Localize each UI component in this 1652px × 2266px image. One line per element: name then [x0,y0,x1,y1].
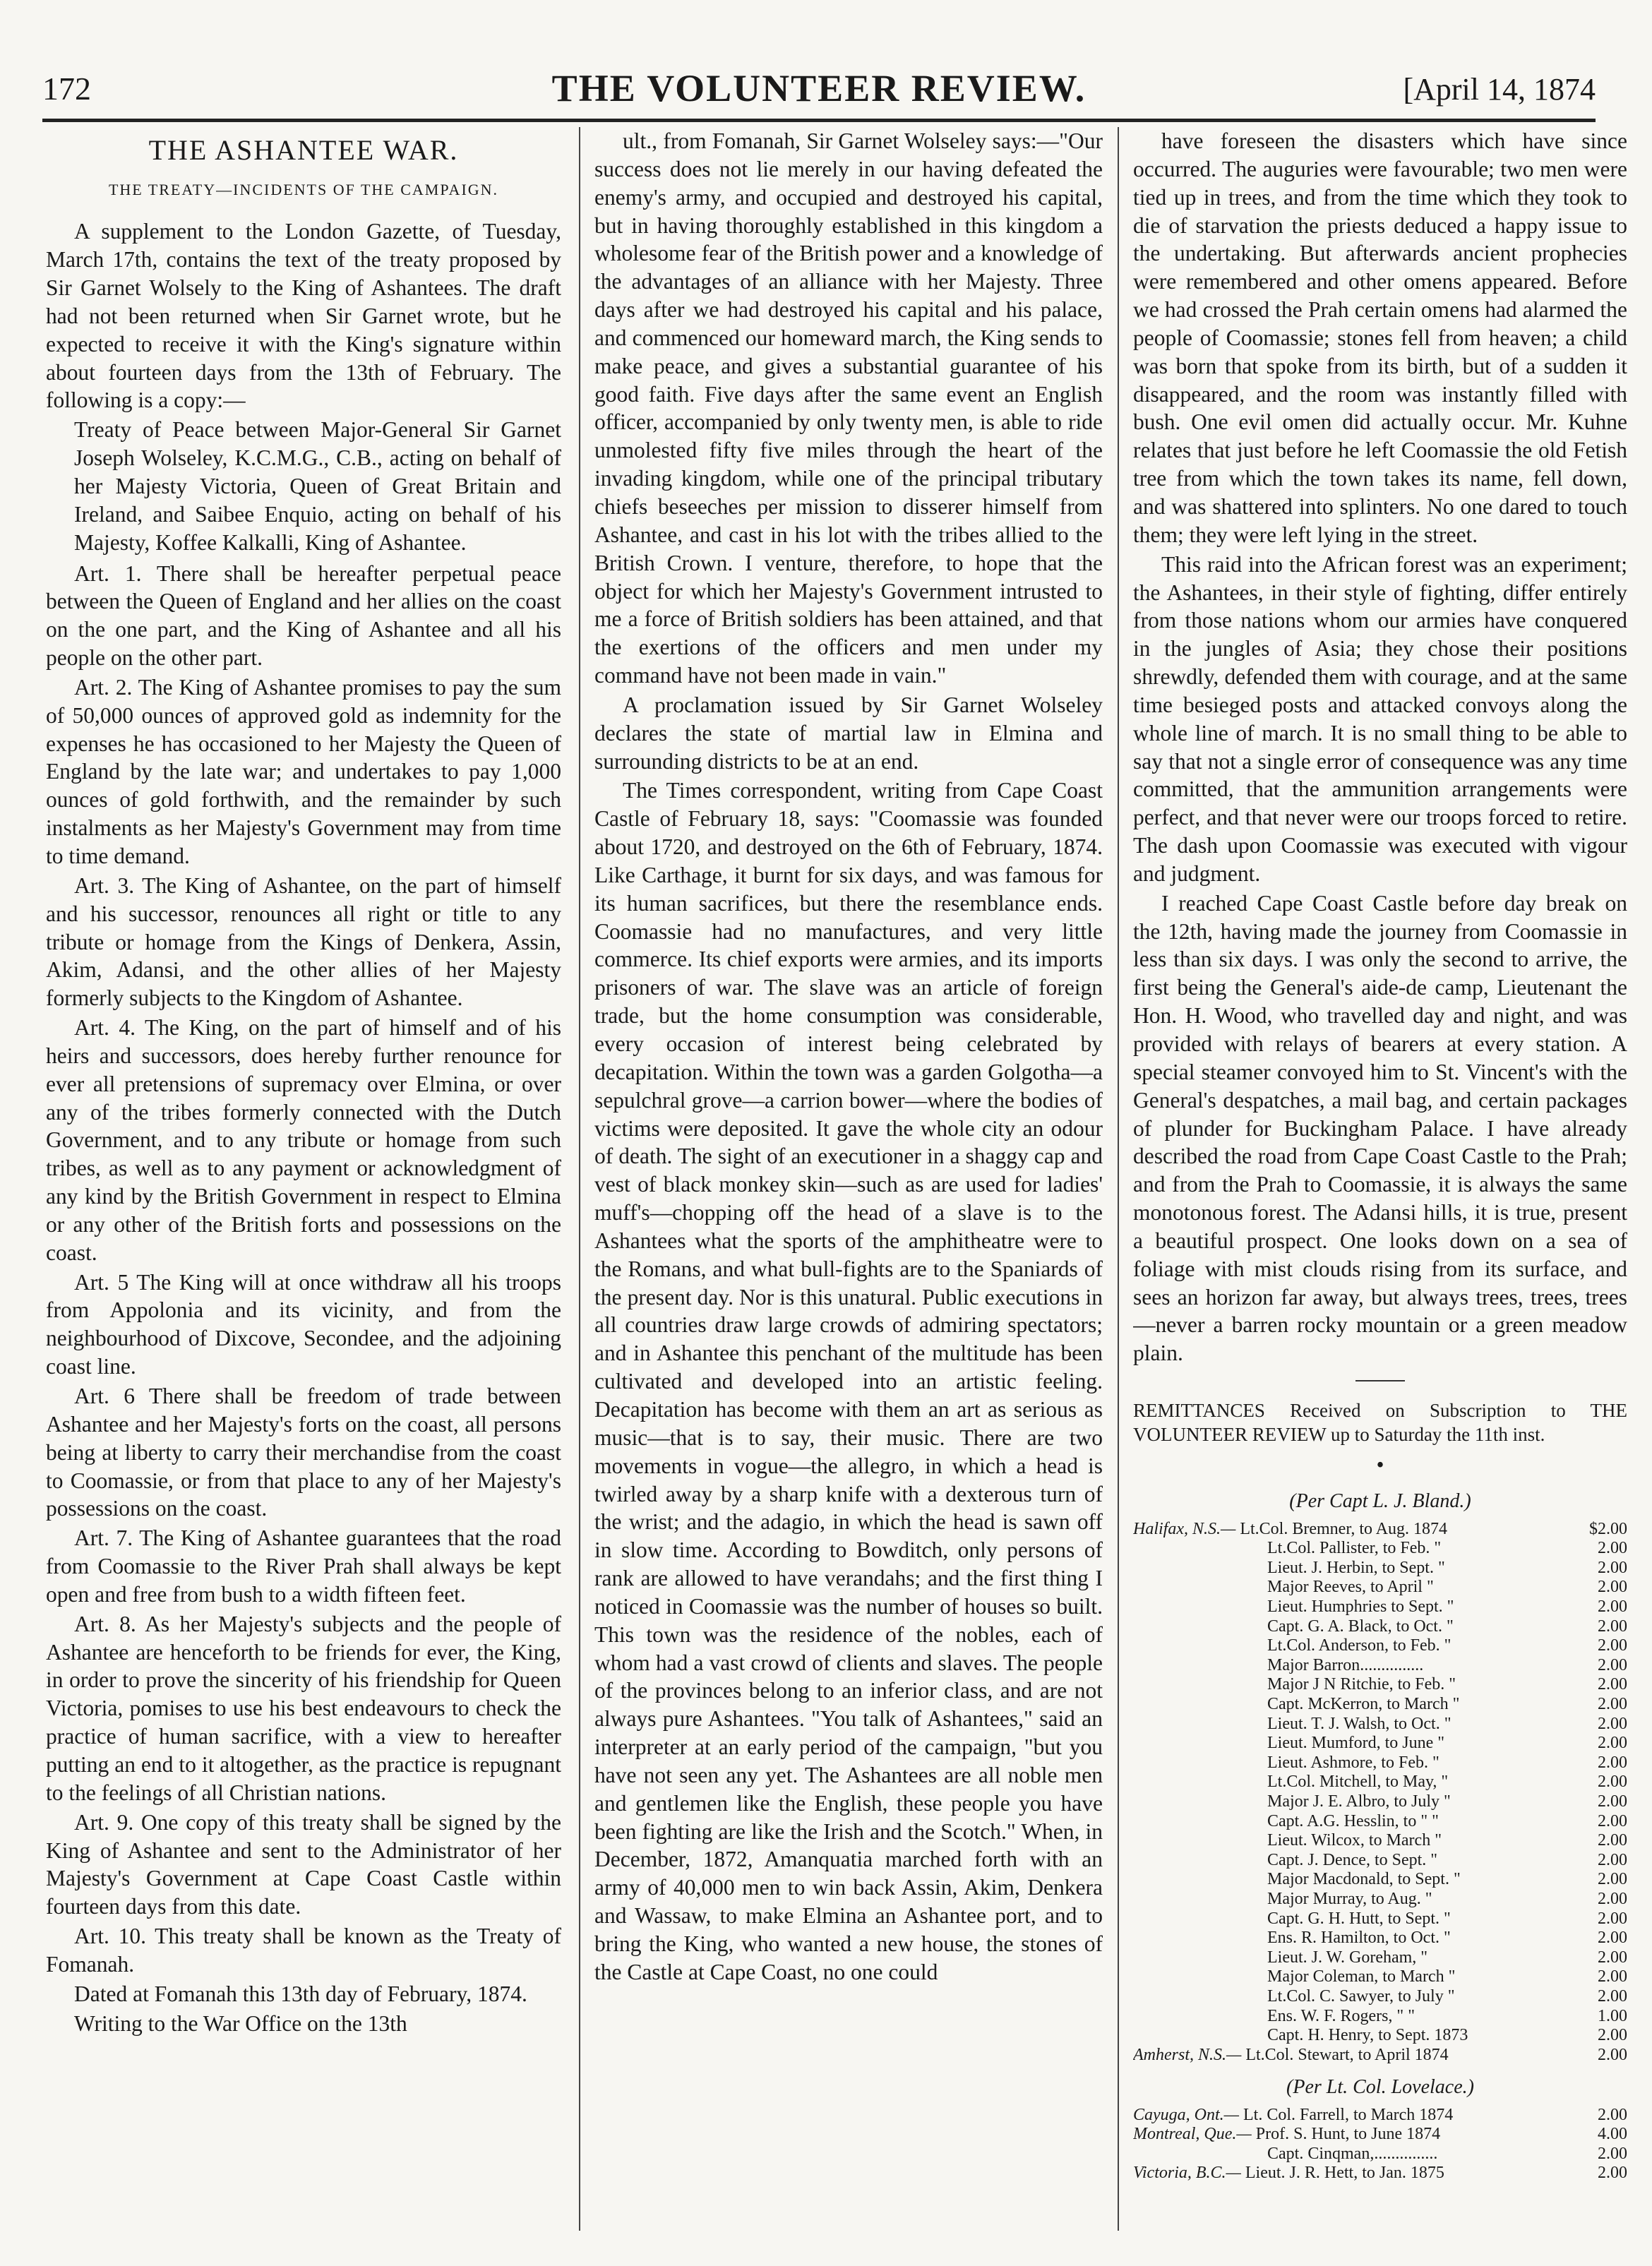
paragraph: Art. 7. The King of Ashantee guarantees that the road from Coomassie to the River Prah shall always be kept open and free from bush to a width fifteen feet. [46,1525,561,1607]
remittance-name: Lieut. T. J. Walsh, to Oct. " [1267,1714,1452,1733]
remittance-amount: 2.00 [1598,2164,1627,2183]
remittance-amount: 2.00 [1598,1753,1627,1772]
remittance-row [1133,1734,1627,1754]
remittances-list [1133,1489,1627,2183]
remittance-row [1133,1578,1627,1597]
remittance-name: Major J. E. Albro, to July " [1267,1792,1451,1811]
remittance-amount: 2.00 [1598,1811,1627,1830]
publication-title: THE VOLUNTEER REVIEW. [551,67,1087,109]
paragraph: Art. 9. One copy of this treaty shall be signed by the King of Ashantee and sent to the Administrator of her Majesty's Government at Cape Coast Castle within fourteen days from this date. [46,1809,561,1919]
remittance-amount: 2.00 [1598,1929,1627,1948]
remittance-name: Lieut. J. W. Goreham, " [1267,1948,1428,1967]
remittance-amount: 2.00 [1598,1773,1627,1792]
remittance-row [1133,1636,1627,1656]
remittance-name: Capt. Cinqman,............... [1267,2144,1438,2163]
remittances-heading: REMITTANCES Received on Subscription to THE VOLUNTEER REVIEW up to Saturday the 11th inst. [1133,1400,1627,1446]
paragraph: have foreseen the disasters which have since occurred. The auguries were favourable; two men were tied up in trees, and from the time which they took to die of starvation the priests deduced a happy issue to the undertaking. But afterwards ancient prophecies were remembered and other omens appeared. Before we had crossed the Prah certain omens had alarmed the people of Coomassie; stones fell from heaven; a child was born that spoke from its birth, but of a sudden it disappeared, and the room was instantly filled with bush. One evil omen did actually occur. Mr. Kuhne relates that just before he left Coomassie the old Fetish tree from which the town takes its name, fell down, and was shattered into splinters. No one dared to touch them; they were left lying in the street. [1133,128,1627,547]
remittance-amount: 2.00 [1598,1870,1627,1889]
remittance-amount: 2.00 [1598,2045,1627,2064]
masthead [42,55,1596,122]
remittance-place: Cayuga, Ont.— [1133,2105,1239,2124]
remittance-name: Lt.Col. C. Sawyer, to July " [1267,1986,1455,2006]
paragraph: I reached Cape Coast Castle before day break on the 12th, having made the journey from Coomassie in less than six days. I was only the second to arrive, the first being the General's aide-de camp, Lieutenant the Hon. H. Wood, who travelled day and night, and was provided with relays of bearers at every station. A special steamer convoyed him to St. Vincent's with the General's despatches, a mail bag, and certain packages of plunder for Buckingham Palace. I have already described the road from Cape Coast Castle to the Prah; and from the Prah to Coomassie, it is always the same monotonous forest. The Adansi hills, it is true, present a beautiful prospect. One looks down on a sea of foliage with mist clouds rising from its surface, and sees an horizon far away, but always trees, trees, trees—never a barren rocky mountain or a green meadow plain. [1133,890,1627,1366]
article-title: THE ASHANTEE WAR. [148,134,459,166]
section-divider [1355,1380,1405,1381]
remittance-amount: 2.00 [1598,1889,1627,1908]
paragraph: A proclamation issued by Sir Garnet Wolseley declares the state of martial law in Elmina and surrounding districts to be at an end. [594,692,1103,774]
remittance-place: Montreal, Que.— [1133,2125,1252,2144]
paragraph: Treaty of Peace between Major-General Sir Garnet Joseph Wolseley, K.C.M.G., C.B., acting on behalf of her Majesty Victoria, Queen of Great Britain and Ireland, and Saibee Enquio, acting on behalf of his Majesty, Koffee Kalkalli, King of Ashantee. [74,417,561,555]
remittance-name: Lieut. Mumford, to June " [1267,1734,1445,1753]
remittance-row [1133,1656,1627,1676]
remittance-row [1133,1597,1627,1617]
remittance-row [1133,1948,1627,1968]
paragraph: A supplement to the London Gazette, of Tuesday, March 17th, contains the text of the treaty proposed by Sir Garnet Wolsely to the King of Ashantees. The draft had not been returned when Sir Garnet wrote, but he expected to receive it with the King's signature within about fourteen days from the 13th of February. The following is a copy:— [46,219,561,413]
remittance-name: Ens. R. Hamilton, to Oct. " [1267,1929,1451,1948]
remittance-row [1133,2164,1627,2183]
column-3 [1133,127,1627,2238]
remittance-amount: 2.00 [1598,1597,1627,1617]
remittance-amount: 4.00 [1598,2125,1627,2144]
remittance-name: Major Coleman, to March " [1267,1967,1456,1986]
remittance-row [1133,2125,1627,2145]
remittance-amount: 2.00 [1598,1850,1627,1869]
remittance-amount: 2.00 [1598,1578,1627,1597]
remittance-name: Capt. A.G. Hesslin, to " " [1267,1811,1439,1830]
remittance-amount: 2.00 [1598,1986,1627,2006]
remittance-place: Amherst, N.S.— [1133,2045,1242,2064]
remittance-name: Major Macdonald, to Sept. " [1267,1870,1461,1889]
remittance-amount: 1.00 [1598,2006,1627,2025]
remittance-row [1133,1773,1627,1792]
paragraph: Art. 4. The King, on the part of himself and of his heirs and successors, does hereby further renounce for ever all pretensions of supremacy over Elmina, or over any of the tribes formerly connected with the Dutch Government, and to any tribute or homage from such tribes, as well as to any payment or acknowledgment of any kind by the British Government in respect to Elmina or any other of the British forts and possessions on the coast. [46,1015,561,1265]
remittance-row [1133,1695,1627,1715]
remittance-amount: 2.00 [1598,1695,1627,1713]
remittance-amount: 2.00 [1598,1675,1627,1694]
remittance-amount: 2.00 [1598,1734,1627,1753]
remittance-row [1133,1754,1627,1773]
paragraph: Art. 8. As her Majesty's subjects and the people of Ashantee are henceforth to be friends for ever, the King, in order to prove the sincerity of his friendship for Queen Victoria, pomises to use his best endeavours to check the practice of human sacrifice, with a view to hereafter putting an end to it altogether, as the practice is repugnant to the feelings of all Christian nations. [46,1611,561,1805]
remittance-amount: 2.00 [1598,1655,1627,1674]
remittance-table [1133,2106,1627,2183]
remittance-name: Major Barron............... [1267,1655,1424,1674]
remittance-row [1133,1715,1627,1734]
paragraph: Writing to the War Office on the 13th [74,2010,407,2036]
remittance-row [1133,2007,1627,2027]
remittance-name: Prof. S. Hunt, to June 1874 [1255,2125,1441,2144]
remittance-amount: 2.00 [1598,1792,1627,1811]
remittance-row [1133,1910,1627,1929]
paragraph: Art. 3. The King of Ashantee, on the part of himself and his successor, renounces all right or title to any tribute or homage from the Kings of Denkera, Assin, Akim, Adansi, and the other allies of her Majesty formerly subjects to the Kingdom of Ashantee. [46,873,561,1011]
remittance-amount: 2.00 [1598,1831,1627,1850]
paragraph: Art. 6 There shall be freedom of trade between Ashantee and her Majesty's forts on the coast, all persons being at liberty to carry their merchandise from the coast to Coomassie, or from that place to any of her Majesty's possessions on the coast. [46,1384,561,1521]
ornament: • [1376,1452,1384,1477]
remittance-row [1133,1559,1627,1578]
remittance-row [1133,1831,1627,1851]
remittance-name: Capt. G. H. Hutt, to Sept. " [1267,1909,1451,1928]
remittance-row [1133,2106,1627,2126]
remittance-amount: 2.00 [1598,1539,1627,1558]
remittance-row [1133,1967,1627,1987]
remittance-name: Capt. G. A. Black, to Oct. " [1267,1617,1454,1636]
column-1-body [46,217,561,2037]
remittance-row [1133,1617,1627,1637]
remittance-name: Lt.Col. Mitchell, to May, " [1267,1773,1449,1792]
remittance-place: Halifax, N.S.— [1133,1519,1236,1538]
column-1 [46,127,561,2238]
remittance-name: Major J N Ritchie, to Feb. " [1267,1675,1456,1694]
remittance-amount: 2.00 [1598,2144,1627,2163]
remittance-name: Lieut. Ashmore, to Feb. " [1267,1753,1439,1772]
paragraph: ult., from Fomanah, Sir Garnet Wolseley says:—"Our success does not lie merely in our having defeated the enemy's army, and occupied and destroyed his capital, but in having thoroughly established in this kingdom a wholesome fear of the British power and a knowledge of the advantages of an alliance with her Majesty. Three days after we had destroyed his capital and his palace, and commenced our homeward march, the King sends to make peace, and gives a substantial guarantee of his good faith. Five days after the same event an English officer, accompanied by only twenty men, is able to ride unmolested fifty five miles through the heart of the invading kingdom, while one of the principal tributary chiefs beseeches per mission to disserer himself from Ashantee, and cast in his lot with the tribes allied to the British Crown. I venture, therefore, to hope that the object for which her Majesty's Government intrusted to me a force of British soldiers has been attained, and that the exertions of the officers and men under my command have not been made in vain." [594,128,1103,688]
paragraph: The Times correspondent, writing from Cape Coast Castle of February 18, says: "Coomassie was founded about 1720, and destroyed on the 6th of February, 1874. Like Carthage, it burnt for six days, and was famous for its human sacrifices, but there the resemblance ends. Coomassie had no manufactures, and very little commerce. Its chief exports were armies, and its imports prisoners of war. The slave was an article of foreign trade, but the home consumption was considerable, every occasion of interest being celebrated by decapitation. Within the town was a garden Golgotha—a sepulchral grove—a carrion bower—where the bodies of victims were deposited. It gave the whole city an odour of death. The sight of an executioner in a shaggy cap and vest of black monkey skin—such as are used for ladies' muff's—chopping off the head of a slave is to the Ashantees what the sports of the amphitheatre were to the Romans, and what bull-fights are to the Spaniards of the present day. Nor is this unatural. Public executions in all countries draw large crowds of admiring spectators; and in Ashantee this penchant of the multitude has been cultivated and developed into an artistic feeling. Decapitation has become with them an art as serious as music—that is to say, their music. There are two movements in vogue—the allegro, in which a head is twirled away by a sharp knife with a dexterous turn of the wrist; and the adagio, in which the head is sawn off in slow time. According to Bowditch, only persons of rank are allowed to have verandahs; and the first thing I noticed in Coomassie was the number of houses so built. This town was the residence of the nobles, each of whom had a vast crowd of clients and slaves. The people of the provinces belong to an inferior class, and are not always pure Ashantees. "You talk of Ashantees," said an interpreter at an early period of the campaign, "but you have not seen any yet. The Ashantees are all noble men and gentlemen like the English, these people you have been fighting are like the Irish and the Scotch." When, in December, 1872, Amanquatia marched forth with an army of 40,000 men to win back Assin, Akim, Denkera and Wassaw, to make Elmina an Ashantee port, and to bring the King, who wanted a new house, the stones of the Castle at Cape Coast, no one could [594,778,1103,1984]
remittance-name: Lieut. J. Herbin, to Sept. " [1267,1558,1445,1577]
remittance-row [1133,1929,1627,1948]
remittance-name: Lt.Col. Pallister, to Feb. " [1267,1539,1442,1558]
remittance-name: Lt.Col. Bremner, to Aug. 1874 [1240,1519,1448,1538]
remittance-row [1133,1539,1627,1559]
remittance-row [1133,1792,1627,1812]
remittance-amount: 2.00 [1598,1714,1627,1733]
page-number: 172 [42,71,91,107]
remittance-amount: 2.00 [1598,2105,1627,2124]
column-3-body [1133,127,1627,1367]
remittance-amount: 2.00 [1598,1617,1627,1636]
remittance-row [1133,1851,1627,1871]
remittance-agent: (Per Lt. Col. Lovelace.) [1286,2076,1474,2099]
remittance-row [1133,1520,1627,1540]
remittance-row [1133,2026,1627,2046]
remittance-name: Lieut. Wilcox, to March " [1267,1831,1442,1850]
article-subtitle: THE TREATY—INCIDENTS OF THE CAMPAIGN. [108,180,499,198]
column-2-body [594,127,1103,1986]
paragraph: Art. 5 The King will at once withdraw all his troops from Appolonia and its vicinity, and from the neighbourhood of Dixcove, Secondee, and the adjoining coast line. [46,1269,561,1379]
remittance-name: Capt. McKerron, to March " [1267,1695,1460,1713]
paragraph: This raid into the African forest was an experiment; the Ashantees, in their style of fighting, differ entirely from those nations whom our armies have conquered in the jungles of Asia; they chose their positions shrewdly, defended them with courage, and at the same time besieged posts and attacked convoys along the whole line of march. It is no small thing to be able to say that not a single error of consequence was any time committed, that the ammunition arrangements were perfect, and that never were our troops forced to retire. The dash upon Coomassie was executed with vigour and judgment. [1133,551,1627,886]
remittance-row [1133,2046,1627,2066]
paragraph: Art. 1. There shall be hereafter perpetual peace between the Queen of England and her allies on the coast on the one part, and the King of Ashantee and all his people on the other part. [46,560,561,671]
remittance-amount: 2.00 [1598,1948,1627,1967]
remittance-agent: (Per Capt L. J. Bland.) [1289,1490,1471,1513]
remittance-amount: 2.00 [1598,1636,1627,1655]
remittance-name: Ens. W. F. Rogers, " " [1267,2006,1415,2025]
paragraph: Art. 2. The King of Ashantee promises to pay the sum of 50,000 ounces of approved gold as indemnity for the expenses he has occasioned to her Majesty the Queen of England by the late war; and undertakes to pay 1,000 ounces of gold forthwith, and the remainder by such instalments as her Majesty's Government may from time to time demand. [46,674,561,868]
remittance-amount: 2.00 [1598,1558,1627,1577]
remittance-name: Major Murray, to Aug. " [1267,1889,1432,1908]
column-2 [594,127,1103,2238]
issue-date: [April 14, 1874 [1403,72,1596,107]
column-rule [579,127,580,2231]
remittance-row [1133,1987,1627,2007]
remittance-name: Lt.Col. Anderson, to Feb. " [1267,1636,1452,1655]
remittance-name: Lieut. J. R. Hett, to Jan. 1875 [1245,2164,1444,2183]
remittance-name: Lt. Col. Farrell, to March 1874 [1243,2105,1454,2124]
remittance-name: Capt. J. Dence, to Sept. " [1267,1850,1438,1869]
remittance-name: Capt. H. Henry, to Sept. 1873 [1267,2026,1468,2045]
remittance-amount: 2.00 [1598,2026,1627,2045]
remittance-name: Lt.Col. Stewart, to April 1874 [1245,2045,1449,2064]
remittance-row [1133,1675,1627,1695]
remittance-table [1133,1520,1627,2066]
remittance-name: Lieut. Humphries to Sept. " [1267,1597,1454,1617]
remittance-name: Major Reeves, to April " [1267,1578,1434,1597]
remittance-amount: 2.00 [1598,1967,1627,1986]
remittance-row [1133,1870,1627,1890]
paragraph: Art. 10. This treaty shall be known as the Treaty of Fomanah. [46,1924,561,1977]
column-rule [1118,127,1119,2231]
remittance-row [1133,1812,1627,1832]
remittance-row [1133,2145,1627,2164]
remittance-row [1133,1890,1627,1910]
remittance-place: Victoria, B.C.— [1133,2164,1241,2183]
remittance-amount: $2.00 [1589,1519,1627,1538]
paragraph: Dated at Fomanah this 13th day of February, 1874. [74,1981,527,2006]
remittance-amount: 2.00 [1598,1909,1627,1928]
